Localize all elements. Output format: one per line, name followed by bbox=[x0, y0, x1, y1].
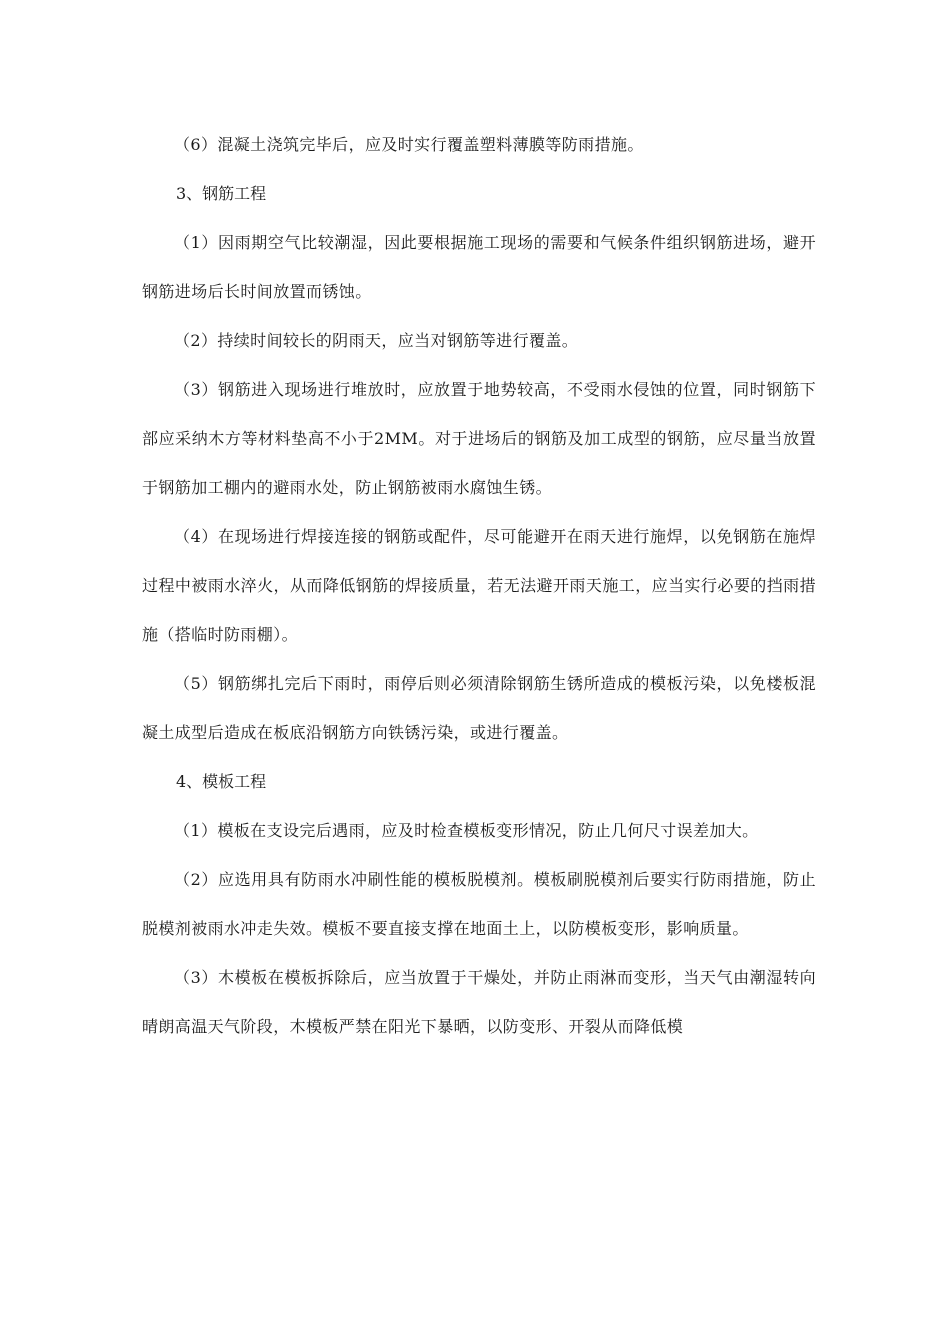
paragraph-6-concrete-cover: （6）混凝土浇筑完毕后，应及时实行覆盖塑料薄膜等防雨措施。 bbox=[174, 135, 644, 154]
paragraph-formwork-3: （3）木模板在模板拆除后，应当放置于干燥处，并防止雨淋而变形，当天气由潮湿转向晴朗高温天气阶段，木模板严禁在阳光下暴晒，以防变形、开裂从而降低模 bbox=[142, 968, 816, 1036]
paragraph-rebar-4: （4）在现场进行焊接连接的钢筋或配件，尽可能避开在雨天进行施焊，以免钢筋在施焊过程中被雨水淬火，从而降低钢筋的焊接质量，若无法避开雨天施工，应当实行必要的挡雨措施（搭临时防雨棚）。 bbox=[142, 527, 816, 644]
paragraph-rebar-5: （5）钢筋绑扎完后下雨时，雨停后则必须清除钢筋生锈所造成的模板污染，以免楼板混凝土成型后造成在板底沿钢筋方向铁锈污染，或进行覆盖。 bbox=[142, 674, 816, 742]
section-heading-rebar: 3、钢筋工程 bbox=[176, 184, 267, 203]
section-heading-formwork: 4、模板工程 bbox=[176, 772, 267, 791]
paragraph-rebar-2: （2）持续时间较长的阴雨天，应当对钢筋等进行覆盖。 bbox=[174, 331, 579, 350]
paragraph-formwork-1: （1）模板在支设完后遇雨，应及时检查模板变形情况，防止几何尺寸误差加大。 bbox=[174, 821, 759, 840]
paragraph-rebar-3: （3）钢筋进入现场进行堆放时，应放置于地势较高，不受雨水侵蚀的位置，同时钢筋下部应采纳木方等材料垫高不小于2MM。对于进场后的钢筋及加工成型的钢筋，应尽量当放置于钢筋加工棚内的避雨水处，防止钢筋被雨水腐蚀生锈。 bbox=[142, 380, 816, 497]
document-body bbox=[142, 120, 816, 1051]
paragraph-rebar-1: （1）因雨期空气比较潮湿，因此要根据施工现场的需要和气候条件组织钢筋进场，避开钢筋进场后长时间放置而锈蚀。 bbox=[142, 233, 816, 301]
paragraph-formwork-2: （2）应选用具有防雨水冲刷性能的模板脱模剂。模板刷脱模剂后要实行防雨措施，防止脱模剂被雨水冲走失效。模板不要直接支撑在地面土上，以防模板变形，影响质量。 bbox=[142, 870, 816, 938]
